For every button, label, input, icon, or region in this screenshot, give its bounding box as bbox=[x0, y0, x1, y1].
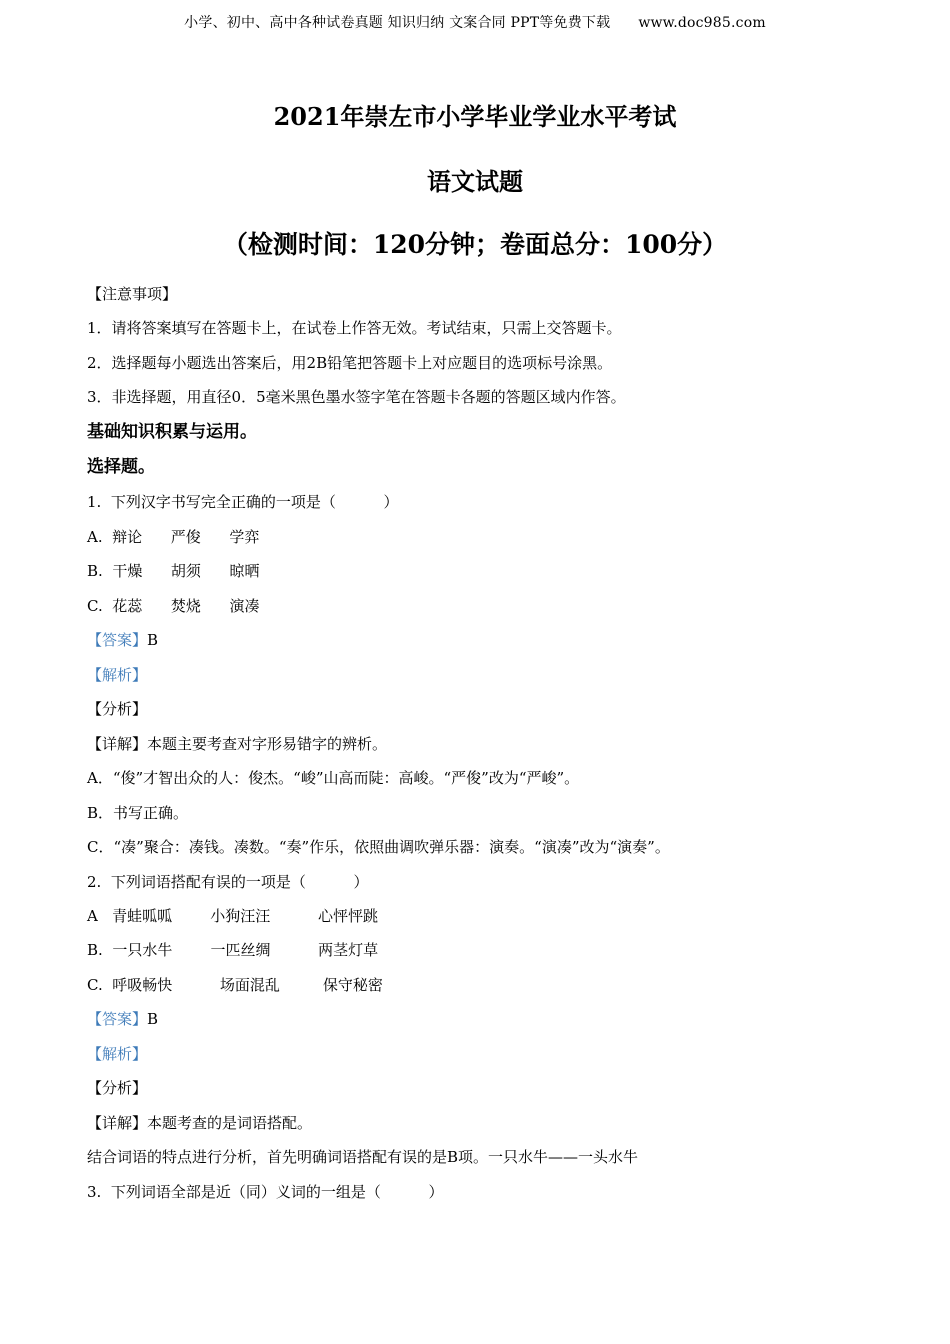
exam-info: （检测时间：120分钟；卷面总分：100分） bbox=[222, 230, 728, 259]
q1-fenxi: 【分析】 bbox=[87, 700, 148, 718]
detail-text: 本题主要考查对字形易错字的辨析。 bbox=[147, 735, 388, 753]
answer-tag: 【答案】 bbox=[87, 631, 148, 649]
page-header bbox=[0, 12, 950, 32]
answer-value: B bbox=[147, 631, 159, 649]
q2-detail bbox=[87, 1113, 312, 1133]
q2-answer bbox=[87, 1009, 158, 1029]
q2-option-c: C. 呼吸畅快 场面混乱 保守秘密 bbox=[87, 976, 383, 994]
q2-analysis-tag: 【解析】 bbox=[87, 1045, 148, 1063]
q2-option-a: A 青蛙呱呱 小狗汪汪 心怦怦跳 bbox=[87, 907, 378, 925]
answer-value: B bbox=[147, 1010, 159, 1028]
q1-detail bbox=[87, 734, 387, 754]
q1-option-b: B. 干燥 胡须 晾晒 bbox=[87, 562, 260, 580]
q1-option-a: A. 辩论 严俊 学弈 bbox=[87, 528, 260, 546]
section-choice: 选择题。 bbox=[87, 457, 155, 477]
answer-tag: 【答案】 bbox=[87, 1010, 148, 1028]
q1-option-c: C. 花蕊 焚烧 演凑 bbox=[87, 597, 260, 615]
q1-explain-c: C．“凑”聚合：凑钱。凑数。“奏”作乐，依照曲调吹弹乐器：演奏。“演凑”改为“演奏”。 bbox=[87, 838, 670, 856]
notice-item: 1．请将答案填写在答题卡上，在试卷上作答无效。考试结束，只需上交答题卡。 bbox=[87, 319, 622, 337]
section-basic: 基础知识积累与运用。 bbox=[87, 422, 257, 442]
q2-option-b: B. 一只水牛 一匹丝绸 两茎灯草 bbox=[87, 941, 379, 959]
notice-item: 2．选择题每小题选出答案后，用2B铅笔把答题卡上对应题目的选项标号涂黑。 bbox=[87, 354, 613, 372]
header-site: www.doc985.com bbox=[638, 15, 766, 31]
detail-tag: 【详解】 bbox=[87, 1114, 148, 1132]
header-text: 小学、初中、高中各种试卷真题 知识归纳 文案合同 PPT等免费下载 bbox=[184, 15, 611, 31]
q2-explain: 结合词语的特点进行分析，首先明确词语搭配有误的是B项。一只水牛——一头水牛 bbox=[87, 1148, 639, 1166]
q1-answer bbox=[87, 630, 158, 650]
q1-stem: 1. 下列汉字书写完全正确的一项是（ ） bbox=[87, 493, 399, 511]
q2-fenxi: 【分析】 bbox=[87, 1079, 148, 1097]
notice-heading: 【注意事项】 bbox=[87, 285, 178, 303]
q2-stem: 2. 下列词语搭配有误的一项是（ ） bbox=[87, 873, 369, 891]
q1-explain-a: A．“俊”才智出众的人：俊杰。“峻”山高而陡：高峻。“严俊”改为“严峻”。 bbox=[87, 769, 580, 787]
q3-stem: 3. 下列词语全部是近（同）义词的一组是（ ） bbox=[87, 1183, 444, 1201]
q1-analysis-tag: 【解析】 bbox=[87, 666, 148, 684]
detail-text: 本题考查的是词语搭配。 bbox=[147, 1114, 313, 1132]
q1-explain-b: B．书写正确。 bbox=[87, 804, 189, 822]
subject-title: 语文试题 bbox=[427, 167, 523, 196]
notice-item: 3．非选择题，用直径0．5毫米黑色墨水签字笔在答题卡各题的答题区域内作答。 bbox=[87, 388, 626, 406]
detail-tag: 【详解】 bbox=[87, 735, 148, 753]
exam-title: 2021年崇左市小学毕业学业水平考试 bbox=[273, 102, 677, 131]
